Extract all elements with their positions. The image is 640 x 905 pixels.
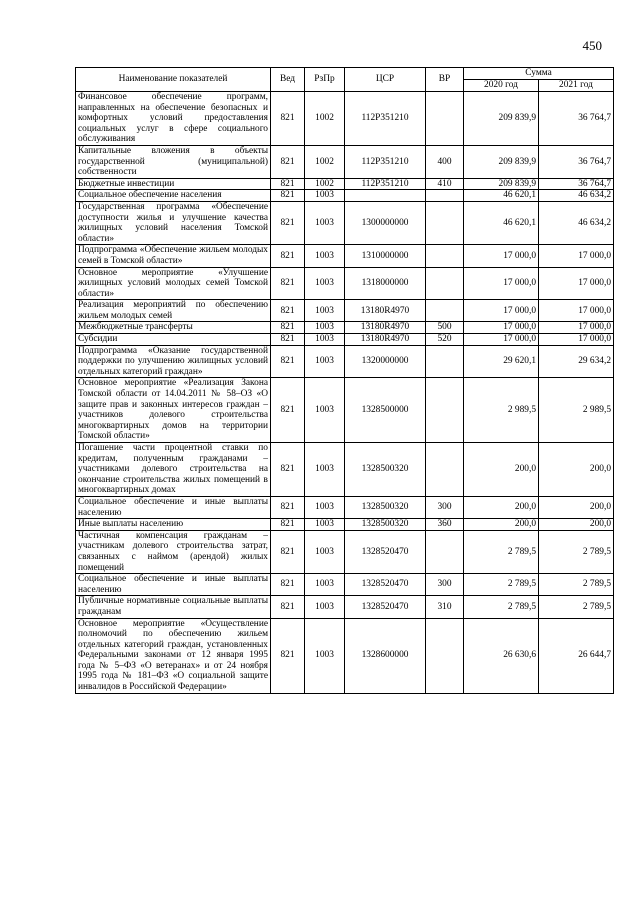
cell-2020: 209 839,9 (464, 145, 539, 178)
table-row (76, 496, 614, 518)
cell-ved: 821 (271, 201, 305, 244)
cell-csr: 112Р351210 (345, 92, 426, 146)
cell-vr: 300 (426, 496, 464, 518)
table-row (76, 245, 614, 267)
cell-rzpr: 1003 (305, 378, 345, 443)
cell-vr: 520 (426, 334, 464, 346)
cell-2020: 2 989,5 (464, 378, 539, 443)
cell-vr (426, 345, 464, 378)
cell-name: Погашение части процентной ставки по кредитам, полученным гражданами – участниками долевого строительства на окончание строительства жилых помещений в многоквартирных домах (76, 443, 271, 497)
cell-2020: 2 789,5 (464, 574, 539, 596)
table-header (76, 68, 614, 92)
cell-ved: 821 (271, 300, 305, 322)
cell-name: Основное мероприятие «Улучшение жилищных условий молодых семей Томской области» (76, 267, 271, 300)
cell-csr: 1328500320 (345, 496, 426, 518)
cell-rzpr: 1002 (305, 92, 345, 146)
cell-vr (426, 443, 464, 497)
cell-2020: 17 000,0 (464, 322, 539, 334)
cell-vr (426, 267, 464, 300)
cell-2020: 209 839,9 (464, 178, 539, 190)
cell-csr: 1328500320 (345, 443, 426, 497)
cell-rzpr: 1003 (305, 322, 345, 334)
cell-name: Государственная программа «Обеспечение доступности жилья и улучшение качества жилищных условий населения Томской области» (76, 201, 271, 244)
cell-ved: 821 (271, 345, 305, 378)
cell-rzpr: 1003 (305, 574, 345, 596)
cell-ved: 821 (271, 378, 305, 443)
cell-2021: 17 000,0 (539, 245, 614, 267)
table-row (76, 574, 614, 596)
cell-2021: 2 789,5 (539, 596, 614, 618)
table-row (76, 145, 614, 178)
cell-vr: 400 (426, 145, 464, 178)
cell-2021: 17 000,0 (539, 322, 614, 334)
cell-vr: 360 (426, 519, 464, 531)
table-row (76, 530, 614, 573)
cell-vr (426, 300, 464, 322)
cell-csr: 13180R4970 (345, 322, 426, 334)
cell-csr: 1310000000 (345, 245, 426, 267)
cell-rzpr: 1003 (305, 519, 345, 531)
cell-csr: 112Р351210 (345, 178, 426, 190)
table-row (76, 443, 614, 497)
cell-2021: 29 634,2 (539, 345, 614, 378)
cell-ved: 821 (271, 574, 305, 596)
cell-2020: 200,0 (464, 496, 539, 518)
cell-2020: 200,0 (464, 443, 539, 497)
cell-2021: 36 764,7 (539, 92, 614, 146)
cell-2020: 200,0 (464, 519, 539, 531)
table-row (76, 322, 614, 334)
cell-rzpr: 1003 (305, 345, 345, 378)
cell-ved: 821 (271, 322, 305, 334)
cell-vr (426, 530, 464, 573)
cell-2020: 17 000,0 (464, 267, 539, 300)
cell-2020: 209 839,9 (464, 92, 539, 146)
cell-rzpr: 1002 (305, 145, 345, 178)
cell-ved: 821 (271, 190, 305, 202)
cell-ved: 821 (271, 334, 305, 346)
cell-name: Реализация мероприятий по обеспечению жильем молодых семей (76, 300, 271, 322)
cell-name: Публичные нормативные социальные выплаты гражданам (76, 596, 271, 618)
cell-2020: 2 789,5 (464, 530, 539, 573)
cell-rzpr: 1003 (305, 334, 345, 346)
cell-vr: 310 (426, 596, 464, 618)
cell-csr: 1328500320 (345, 519, 426, 531)
cell-csr: 1318000000 (345, 267, 426, 300)
cell-2021: 2 989,5 (539, 378, 614, 443)
header-2020: 2020 год (464, 80, 539, 92)
cell-ved: 821 (271, 618, 305, 693)
cell-csr: 1328500000 (345, 378, 426, 443)
budget-table (75, 67, 614, 694)
table-body (76, 92, 614, 694)
cell-rzpr: 1002 (305, 178, 345, 190)
cell-rzpr: 1003 (305, 496, 345, 518)
cell-ved: 821 (271, 443, 305, 497)
cell-2020: 17 000,0 (464, 334, 539, 346)
cell-name: Социальное обеспечение и иные выплаты населению (76, 574, 271, 596)
cell-2021: 200,0 (539, 496, 614, 518)
cell-csr: 1300000000 (345, 201, 426, 244)
header-2021: 2021 год (539, 80, 614, 92)
cell-2021: 46 634,2 (539, 201, 614, 244)
cell-vr: 500 (426, 322, 464, 334)
cell-ved: 821 (271, 496, 305, 518)
cell-name: Субсидии (76, 334, 271, 346)
cell-rzpr: 1003 (305, 190, 345, 202)
cell-2021: 46 634,2 (539, 190, 614, 202)
header-name: Наименование показателей (76, 68, 271, 92)
cell-rzpr: 1003 (305, 530, 345, 573)
cell-ved: 821 (271, 145, 305, 178)
cell-name: Социальное обеспечение населения (76, 190, 271, 202)
cell-rzpr: 1003 (305, 300, 345, 322)
cell-vr: 410 (426, 178, 464, 190)
cell-vr (426, 378, 464, 443)
cell-csr: 112Р351210 (345, 145, 426, 178)
cell-2020: 17 000,0 (464, 245, 539, 267)
table-row (76, 519, 614, 531)
cell-ved: 821 (271, 519, 305, 531)
cell-rzpr: 1003 (305, 618, 345, 693)
cell-vr (426, 92, 464, 146)
cell-csr: 1328520470 (345, 574, 426, 596)
table-row (76, 334, 614, 346)
cell-name: Финансовое обеспечение программ, направленных на обеспечение безопасных и комфортных условий предоставления социальных услуг в сфере социального обслуживания (76, 92, 271, 146)
table-row (76, 178, 614, 190)
cell-name: Основное мероприятие «Осуществление полномочий по обеспечению жильем отдельных категорий граждан, установленных Федеральными законами от 12 января 1995 года № 5–ФЗ «О ветеранах» и от 24 ноября 1995 года № 181–ФЗ «О социальной защите инвалидов в Российской Федерации» (76, 618, 271, 693)
table-row (76, 345, 614, 378)
cell-vr (426, 618, 464, 693)
cell-ved: 821 (271, 267, 305, 300)
cell-name: Межбюджетные трансферты (76, 322, 271, 334)
cell-2021: 36 764,7 (539, 145, 614, 178)
header-vr: ВР (426, 68, 464, 92)
header-sum: Сумма (464, 68, 614, 80)
cell-2021: 2 789,5 (539, 574, 614, 596)
cell-vr (426, 201, 464, 244)
cell-csr (345, 190, 426, 202)
cell-2021: 200,0 (539, 519, 614, 531)
cell-ved: 821 (271, 596, 305, 618)
cell-csr: 1320000000 (345, 345, 426, 378)
cell-name: Иные выплаты населению (76, 519, 271, 531)
cell-2020: 46 620,1 (464, 190, 539, 202)
cell-rzpr: 1003 (305, 267, 345, 300)
cell-2021: 200,0 (539, 443, 614, 497)
cell-vr (426, 245, 464, 267)
table-row (76, 618, 614, 693)
cell-2021: 26 644,7 (539, 618, 614, 693)
cell-2021: 17 000,0 (539, 300, 614, 322)
cell-name: Социальное обеспечение и иные выплаты населению (76, 496, 271, 518)
page-number: 450 (582, 38, 602, 53)
cell-csr: 1328520470 (345, 530, 426, 573)
cell-ved: 821 (271, 178, 305, 190)
cell-name: Бюджетные инвестиции (76, 178, 271, 190)
cell-2020: 17 000,0 (464, 300, 539, 322)
cell-2021: 2 789,5 (539, 530, 614, 573)
cell-ved: 821 (271, 530, 305, 573)
cell-rzpr: 1003 (305, 201, 345, 244)
cell-rzpr: 1003 (305, 245, 345, 267)
header-rzpr: РзПр (305, 68, 345, 92)
cell-csr: 13180R4970 (345, 334, 426, 346)
table-row (76, 92, 614, 146)
header-csr: ЦСР (345, 68, 426, 92)
cell-2021: 17 000,0 (539, 267, 614, 300)
cell-name: Частичная компенсация гражданам – участникам долевого строительства затрат, связанных с наймом (арендой) жилых помещений (76, 530, 271, 573)
table-row (76, 201, 614, 244)
table-row (76, 378, 614, 443)
cell-2020: 29 620,1 (464, 345, 539, 378)
header-ved: Вед (271, 68, 305, 92)
cell-ved: 821 (271, 92, 305, 146)
cell-2020: 26 630,6 (464, 618, 539, 693)
cell-2020: 46 620,1 (464, 201, 539, 244)
cell-name: Подпрограмма «Оказание государственной поддержки по улучшению жилищных условий отдельных категорий граждан» (76, 345, 271, 378)
cell-csr: 13180R4970 (345, 300, 426, 322)
cell-name: Капитальные вложения в объекты государственной (муниципальной) собственности (76, 145, 271, 178)
table-row (76, 267, 614, 300)
cell-name: Подпрограмма «Обеспечение жильем молодых семей в Томской области» (76, 245, 271, 267)
table-row (76, 596, 614, 618)
cell-rzpr: 1003 (305, 596, 345, 618)
table-row (76, 300, 614, 322)
table-row (76, 190, 614, 202)
cell-csr: 1328520470 (345, 596, 426, 618)
cell-rzpr: 1003 (305, 443, 345, 497)
cell-vr (426, 190, 464, 202)
cell-name: Основное мероприятие «Реализация Закона Томской области от 14.04.2011 № 58–ОЗ «О защите прав и законных интересов граждан – участников долевого строительства многоквартирных домов на территории Томской области» (76, 378, 271, 443)
cell-vr: 300 (426, 574, 464, 596)
cell-ved: 821 (271, 245, 305, 267)
cell-2021: 36 764,7 (539, 178, 614, 190)
cell-2021: 17 000,0 (539, 334, 614, 346)
cell-csr: 1328600000 (345, 618, 426, 693)
cell-2020: 2 789,5 (464, 596, 539, 618)
